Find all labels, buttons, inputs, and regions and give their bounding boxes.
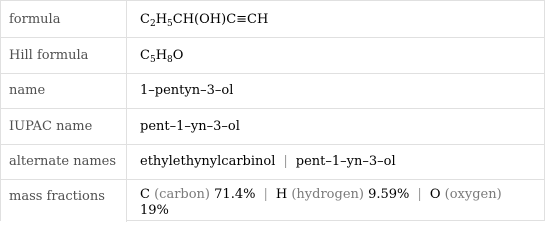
element-symbol: H [275, 187, 288, 202]
element-name: (oxygen) [444, 187, 502, 202]
mass-fractions-line [140, 203, 169, 218]
key-cell [1, 109, 127, 144]
value-cell [128, 1, 545, 37]
formula-part: H [155, 48, 168, 63]
key-cell [1, 1, 127, 37]
mass-fractions-line [140, 187, 502, 202]
key-cell [1, 180, 127, 222]
alternate-name: ethylethynylcarbinol [140, 154, 276, 169]
key-cell [1, 145, 127, 179]
formula-part: C [140, 48, 150, 63]
element-percent: 71.4% [214, 187, 256, 202]
value-cell [128, 74, 545, 108]
element-name: (hydrogen) [291, 187, 364, 202]
alternate-name: pent–1–yn–3–ol [295, 154, 396, 169]
formula-part: O [172, 48, 184, 63]
formula-part: H [155, 12, 168, 27]
formula-value [140, 12, 268, 27]
name-value: 1–pentyn–3–ol [140, 83, 234, 98]
row-label: mass fractions [9, 189, 105, 204]
row-label: formula [9, 12, 61, 27]
table-row-mass-fractions [1, 180, 545, 222]
formula-part: C [140, 12, 150, 27]
separator: | [283, 154, 288, 169]
element-name: (carbon) [154, 187, 211, 202]
formula-subscript: 2 [149, 19, 156, 29]
element-symbol: O [429, 187, 441, 202]
row-label: IUPAC name [9, 119, 93, 134]
table-row-formula [1, 1, 545, 38]
row-label: name [9, 83, 46, 98]
value-cell [128, 180, 545, 222]
row-label: Hill formula [9, 48, 89, 63]
iupac-name-value: pent–1–yn–3–ol [140, 119, 240, 134]
alternate-names-value [140, 154, 396, 169]
formula-subscript: 8 [167, 55, 173, 65]
separator: | [263, 187, 268, 202]
element-percent: 19% [140, 203, 169, 218]
element-percent: 9.59% [368, 187, 410, 202]
table-row-name [1, 74, 545, 109]
formula-part: CH(OH)C≡CH [172, 12, 269, 27]
formula-subscript: 5 [149, 55, 156, 65]
element-symbol: C [140, 187, 150, 202]
key-cell [1, 74, 127, 108]
hill-formula-value [140, 48, 183, 63]
separator: | [417, 187, 422, 202]
row-label: alternate names [9, 154, 117, 169]
table-row-iupac-name [1, 109, 545, 145]
value-cell [128, 109, 545, 144]
table-row-alternate-names [1, 145, 545, 180]
table-row-hill-formula [1, 38, 545, 74]
key-cell [1, 38, 127, 73]
value-cell [128, 38, 545, 73]
formula-subscript: 5 [167, 19, 173, 29]
value-cell [128, 145, 545, 179]
